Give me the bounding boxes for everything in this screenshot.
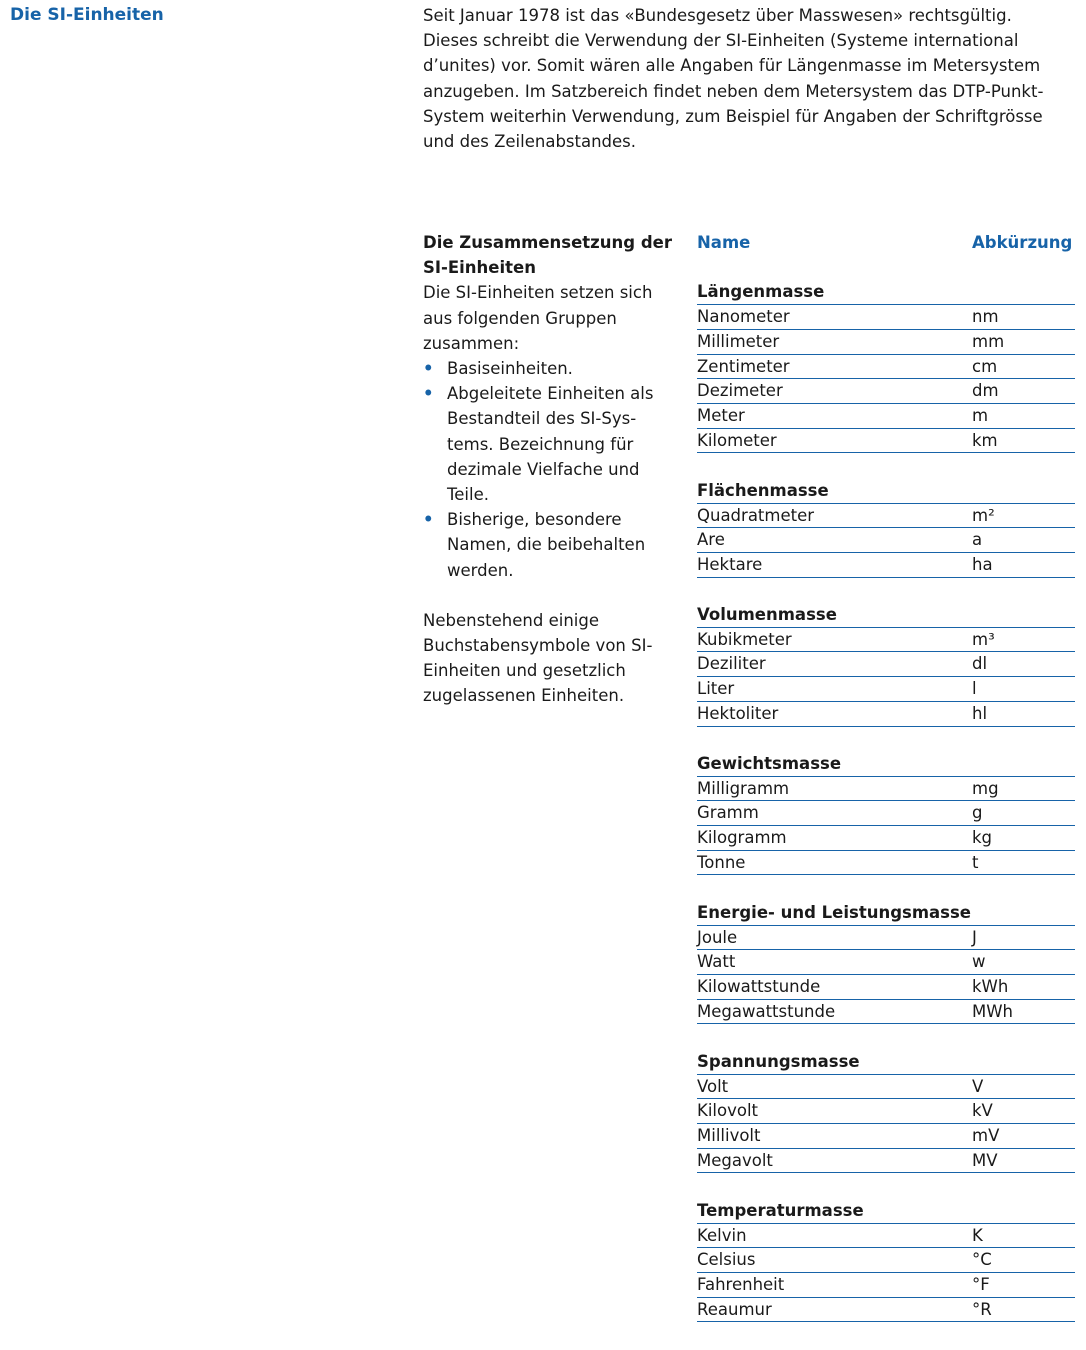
group-title: Spannungsmasse <box>697 1050 1075 1075</box>
table-row <box>697 1298 1075 1323</box>
unit-name: Milligramm <box>697 778 790 798</box>
table-row <box>697 379 1075 404</box>
unit-name: Joule <box>697 927 738 947</box>
unit-name: Reaumur <box>697 1299 772 1319</box>
unit-name: Watt <box>697 952 736 972</box>
unit-group <box>697 752 1075 876</box>
group-title: Energie- und Leistungsmasse <box>697 901 1075 926</box>
unit-abbreviation: J <box>972 927 977 947</box>
unit-group <box>697 1199 1075 1323</box>
table-row <box>697 330 1075 355</box>
unit-abbreviation: kg <box>972 828 993 848</box>
list-item <box>423 507 673 583</box>
table-row <box>697 677 1075 702</box>
unit-name: Are <box>697 530 725 550</box>
unit-name: Kubikmeter <box>697 629 792 649</box>
table-row <box>697 1075 1075 1100</box>
table-row <box>697 429 1075 454</box>
bullet-icon: • <box>423 384 434 404</box>
unit-name: Kilogramm <box>697 828 787 848</box>
unit-name: Deziliter <box>697 654 766 674</box>
column-header-name: Name <box>697 233 751 252</box>
table-row <box>697 1248 1075 1273</box>
unit-name: Hektare <box>697 554 763 574</box>
list-item <box>423 381 673 507</box>
group-list <box>423 356 673 583</box>
table-row <box>697 851 1075 876</box>
table-row <box>697 628 1075 653</box>
unit-abbreviation: mm <box>972 331 1005 351</box>
sidebar-title: Die Zusammensetzung der SI-Einheiten <box>423 233 672 278</box>
list-item-text: Abgeleitete Einheiten als Bestandteil des SI-Systems. Bezeichnung für dezimale Vielfache und Teile. <box>447 384 654 505</box>
table-row <box>697 801 1075 826</box>
table-header <box>697 230 1075 255</box>
unit-name: Nanometer <box>697 307 790 327</box>
unit-abbreviation: kWh <box>972 977 1009 996</box>
unit-name: Zentimeter <box>697 356 790 376</box>
table-row <box>697 777 1075 802</box>
unit-group <box>697 479 1075 578</box>
unit-group <box>697 280 1075 453</box>
unit-name: Megavolt <box>697 1150 773 1170</box>
unit-abbreviation: °C <box>972 1250 992 1270</box>
unit-abbreviation: kV <box>972 1101 993 1121</box>
unit-abbreviation: cm <box>972 356 998 376</box>
unit-abbreviation: l <box>972 679 977 699</box>
unit-abbreviation: m³ <box>972 629 995 649</box>
unit-name: Millimeter <box>697 331 780 351</box>
table-row <box>697 1224 1075 1249</box>
unit-name: Hektoliter <box>697 703 779 723</box>
table-row <box>697 652 1075 677</box>
unit-name: Meter <box>697 405 745 425</box>
unit-group <box>697 603 1075 727</box>
unit-name: Gramm <box>697 803 759 823</box>
intro-paragraph: Seit Januar 1978 ist das «Bundesgesetz über Masswesen» rechtsgültig. Dieses schreibt die Verwendung der SI-Einheiten (Systeme international d’unites) vor. Somit wären alle Angaben für Längenmasse im Metersystem anzugeben. Im Satzbereich findet neben dem Metersystem das DTP-Punkt-System weiterhin Verwendung, zum Beispiel für Angaben der Schriftgrösse und des Zeilenabstandes. <box>423 6 1044 152</box>
list-item-text: Bisherige, besondere Namen, die beibehalten werden. <box>447 510 646 580</box>
unit-abbreviation: MWh <box>972 1001 1014 1021</box>
sidebar-description <box>423 230 673 709</box>
unit-abbreviation: mV <box>972 1125 1000 1145</box>
table-row <box>697 404 1075 429</box>
unit-abbreviation: MV <box>972 1150 998 1170</box>
unit-abbreviation: °R <box>972 1299 992 1319</box>
table-row <box>697 1149 1075 1174</box>
table-row <box>697 504 1075 529</box>
unit-name: Quadratmeter <box>697 505 815 525</box>
unit-abbreviation: km <box>972 430 998 450</box>
unit-abbreviation: °F <box>972 1274 990 1294</box>
unit-abbreviation: t <box>972 852 979 872</box>
table-row <box>697 528 1075 553</box>
table-row <box>697 950 1075 975</box>
bullet-icon: • <box>423 510 434 530</box>
group-title: Gewichtsmasse <box>697 752 1075 777</box>
unit-group <box>697 901 1075 1025</box>
group-title: Flächenmasse <box>697 479 1075 504</box>
unit-name: Kilowattstunde <box>697 977 821 996</box>
units-table <box>697 230 1075 1322</box>
list-item-text: Basiseinheiten. <box>447 359 573 379</box>
unit-abbreviation: w <box>972 952 986 972</box>
unit-name: Fahrenheit <box>697 1274 785 1294</box>
unit-abbreviation: mg <box>972 778 999 798</box>
bullet-icon: • <box>423 359 434 379</box>
unit-name: Tonne <box>697 852 746 872</box>
list-item <box>423 356 673 381</box>
unit-name: Kelvin <box>697 1225 747 1245</box>
group-title: Längenmasse <box>697 280 1075 305</box>
group-title: Volumenmasse <box>697 603 1075 628</box>
unit-name: Kilovolt <box>697 1101 758 1121</box>
group-title: Temperaturmasse <box>697 1199 1075 1224</box>
table-row <box>697 305 1075 330</box>
table-row <box>697 826 1075 851</box>
unit-abbreviation: nm <box>972 307 999 327</box>
unit-group <box>697 1050 1075 1174</box>
unit-name: Millivolt <box>697 1125 761 1145</box>
table-row <box>697 1273 1075 1298</box>
unit-abbreviation: a <box>972 530 983 550</box>
unit-name: Liter <box>697 679 735 699</box>
table-row <box>697 1000 1075 1025</box>
unit-abbreviation: dl <box>972 654 988 674</box>
unit-abbreviation: ha <box>972 554 993 574</box>
unit-abbreviation: m² <box>972 505 995 525</box>
unit-abbreviation: hl <box>972 703 988 723</box>
column-header-abbreviation: Abkürzung <box>972 233 1073 252</box>
unit-name: Celsius <box>697 1250 756 1270</box>
unit-name: Volt <box>697 1076 729 1096</box>
unit-abbreviation: dm <box>972 381 999 401</box>
sidebar-lead: Die SI-Einheiten setzen sich aus folgenden Gruppen zusammen: <box>423 283 653 353</box>
table-row <box>697 975 1075 1000</box>
table-row <box>697 553 1075 578</box>
unit-abbreviation: g <box>972 803 983 823</box>
table-row <box>697 1124 1075 1149</box>
unit-abbreviation: m <box>972 405 989 425</box>
unit-name: Dezimeter <box>697 381 783 401</box>
unit-name: Kilometer <box>697 430 777 450</box>
sidebar-note: Nebenstehend einige Buchstabensymbole von SI-Einheiten und gesetzlich zugelassenen Einheiten. <box>423 610 653 706</box>
unit-name: Megawattstunde <box>697 1001 836 1021</box>
table-row <box>697 926 1075 951</box>
unit-abbreviation: K <box>972 1225 983 1245</box>
unit-abbreviation: V <box>972 1076 984 1096</box>
table-row <box>697 355 1075 380</box>
page-title: Die SI-Einheiten <box>10 5 164 25</box>
table-row <box>697 702 1075 727</box>
table-row <box>697 1099 1075 1124</box>
